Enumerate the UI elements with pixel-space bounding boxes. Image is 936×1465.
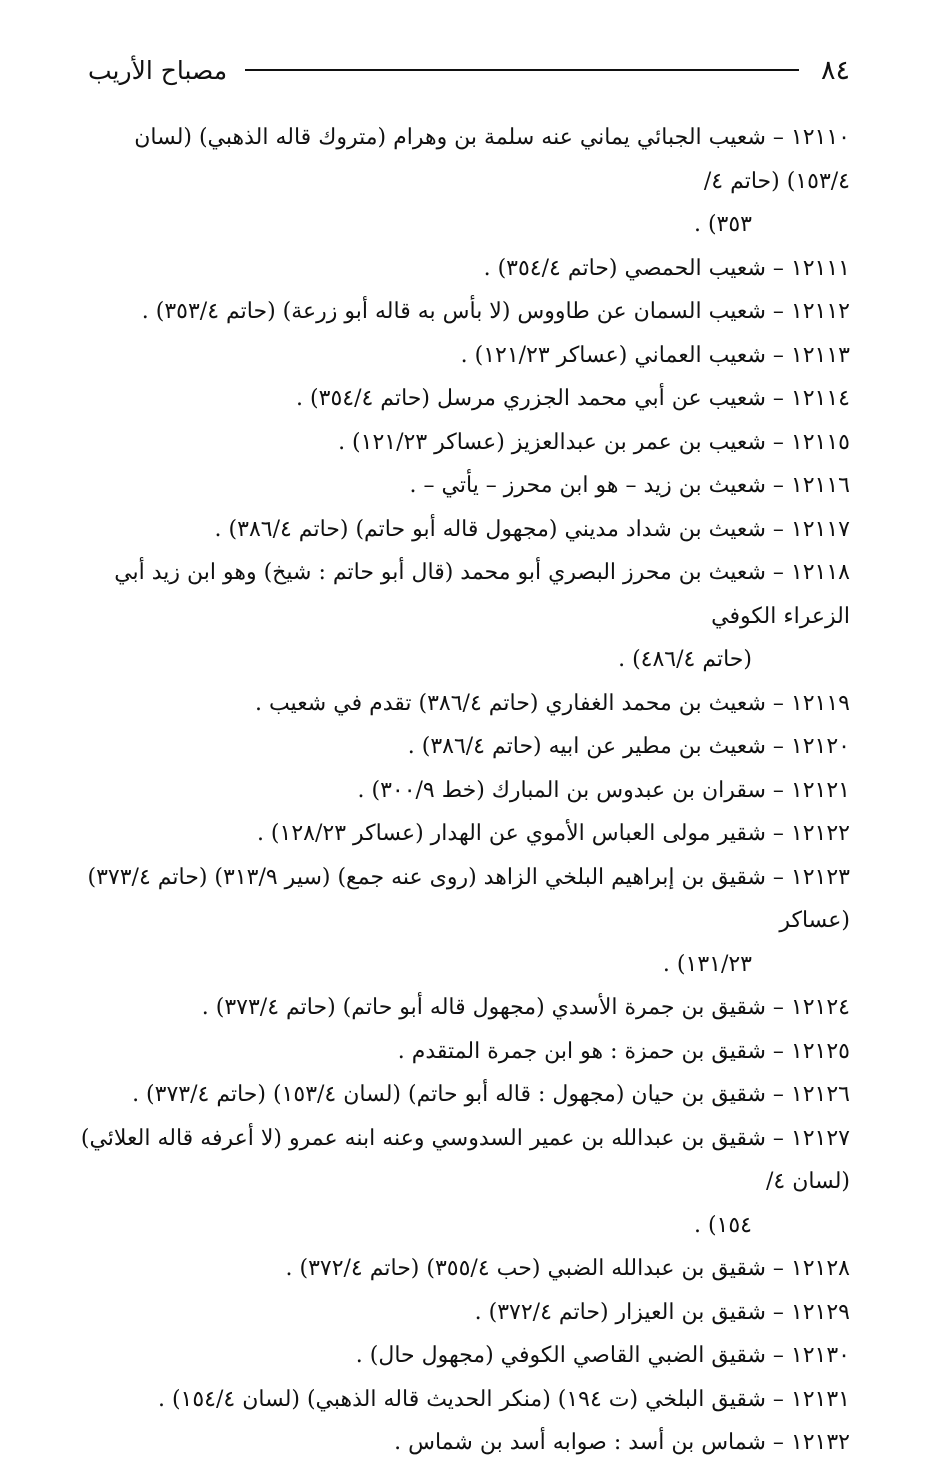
entry-12117 <box>80 508 850 552</box>
entry-12112 <box>80 290 850 334</box>
entry-12115 <box>80 421 850 465</box>
entry-continuation: ٣٥٣) . <box>693 212 752 237</box>
entry-list <box>80 116 850 1465</box>
entry-continuation: ١٣١/٢٣) . <box>662 951 752 977</box>
entry-12126 <box>80 1073 850 1117</box>
entry-12123 <box>80 856 850 987</box>
entry-12114 <box>80 377 850 421</box>
entry-text: ١٢١٢١ – سقران بن عبدوس بن المبارك (خط ٣٠٠/٩) . <box>357 777 850 803</box>
entry-text: ١٢١١٤ – شعيب عن أبي محمد الجزري مرسل (حاتم ٣٥٤/٤) . <box>296 386 850 411</box>
entry-text: ١٢١١٨ – شعيث بن محرز البصري أبو محمد (قال أبو حاتم : شيخ) وهو ابن زيد أبي الزعراء الكوفي <box>114 560 850 629</box>
entry-text: ١٢١١١ – شعيب الحمصي (حاتم ٣٥٤/٤) . <box>483 255 850 281</box>
entry-text: ١٢١١٧ – شعيث بن شداد مديني (مجهول قاله أبو حاتم) (حاتم ٣٨٦/٤) . <box>214 516 850 542</box>
entry-text: ١٢١٢٥ – شقيق بن حمزة : هو ابن جمرة المتقدم . <box>397 1038 850 1064</box>
entry-12129 <box>80 1291 850 1335</box>
page-header <box>88 50 850 90</box>
entry-text: ١٢١٢٢ – شقير مولى العباس الأموي عن الهدار (عساكر ١٢٨/٢٣) . <box>256 821 850 846</box>
entry-text: ١٢١٢٧ – شقيق بن عبدالله بن عمير السدوسي وعنه ابنه عمرو (لا أعرفه قاله العلائي) (لسان ٤/ <box>80 1125 850 1194</box>
entry-text: ١٢١٢٣ – شقيق بن إبراهيم البلخي الزاهد (روى عنه جمع) (سير ٣١٣/٩) (حاتم ٣٧٣/٤) (عساكر <box>87 864 850 933</box>
entry-12116 <box>80 464 850 508</box>
entry-12110 <box>80 116 850 247</box>
entry-text: ١٢١٣١ – شقيق البلخي (ت ١٩٤) (منكر الحديث قاله الذهبي) (لسان ١٥٤/٤) . <box>157 1386 850 1412</box>
entry-12125 <box>80 1030 850 1074</box>
entry-text: ١٢١٣٢ – شماس بن أسد : صوابه أسد بن شماس . <box>394 1430 850 1455</box>
entry-text: ١٢١١٣ – شعيب العماني (عساكر ١٢١/٢٣) . <box>460 342 850 368</box>
entry-12118 <box>80 551 850 682</box>
entry-text: ١٢١٢٩ – شقيق بن العيزار (حاتم ٣٧٢/٤) . <box>474 1299 850 1325</box>
entry-12124 <box>80 986 850 1030</box>
entry-continuation: (حاتم ٤٨٦/٤) . <box>618 647 752 672</box>
entry-text: ١٢١٢٨ – شقيق بن عبدالله الضبي (حب ٣٥٥/٤) (حاتم ٣٧٢/٤) . <box>285 1256 850 1281</box>
entry-12120 <box>80 725 850 769</box>
page-number: ٨٤ <box>820 54 850 86</box>
entry-text: ١٢١٢٤ – شقيق بن جمرة الأسدي (مجهول قاله أبو حاتم) (حاتم ٣٧٣/٤) . <box>201 995 850 1020</box>
entry-12130 <box>80 1334 850 1378</box>
entry-12113 <box>80 334 850 378</box>
entry-12119 <box>80 682 850 726</box>
entry-continuation: ١٥٤) . <box>693 1212 752 1238</box>
entry-12131 <box>80 1378 850 1422</box>
entry-text: ١٢١١٩ – شعيث بن محمد الغفاري (حاتم ٣٨٦/٤) تقدم في شعيب . <box>254 690 850 716</box>
entry-text: ١٢١٢٦ – شقيق بن حيان (مجهول : قاله أبو حاتم) (لسان ١٥٣/٤) (حاتم ٣٧٣/٤) . <box>132 1082 850 1107</box>
entry-12122 <box>80 812 850 856</box>
entry-12132 <box>80 1421 850 1465</box>
entry-text: ١٢١٣٠ – شقيق الضبي القاصي الكوفي (مجهول حال) . <box>355 1343 850 1368</box>
entry-text: ١٢١١٠ – شعيب الجبائي يماني عنه سلمة بن وهرام (متروك قاله الذهبي) (لسان ١٥٣/٤) (حاتم ٤/ <box>134 125 850 194</box>
entry-12121 <box>80 769 850 813</box>
header-rule <box>245 69 799 71</box>
book-title: مصباح الأريب <box>88 55 228 85</box>
entry-12128 <box>80 1247 850 1291</box>
entry-text: ١٢١٢٠ – شعيث بن مطير عن ابيه (حاتم ٣٨٦/٤) . <box>407 734 850 759</box>
entry-text: ١٢١١٢ – شعيب السمان عن طاووس (لا بأس به قاله أبو زرعة) (حاتم ٣٥٣/٤) . <box>141 299 850 324</box>
entry-text: ١٢١١٥ – شعيب بن عمر بن عبدالعزيز (عساكر ١٢١/٢٣) . <box>338 429 850 455</box>
entry-12111 <box>80 247 850 291</box>
entry-12127 <box>80 1117 850 1248</box>
entry-text: ١٢١١٦ – شعيث بن زيد – هو ابن محرز – يأتي – . <box>409 473 850 498</box>
